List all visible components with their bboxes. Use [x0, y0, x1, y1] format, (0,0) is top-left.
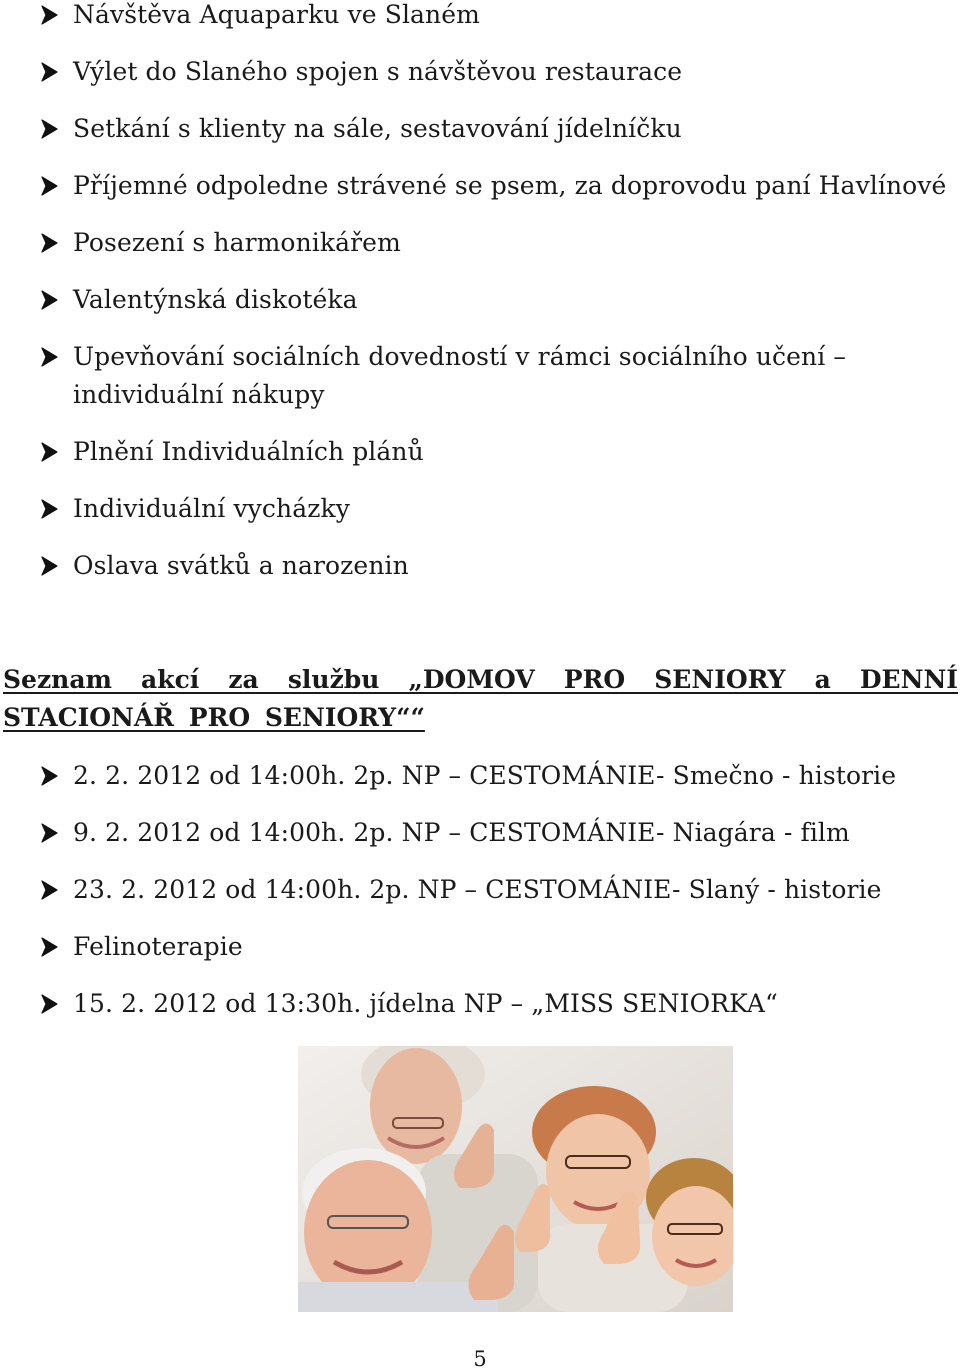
arrowhead-bullet-icon — [40, 490, 60, 528]
list-item: Individuální vycházky — [0, 490, 950, 528]
list-item: Plnění Individuálních plánů — [0, 433, 950, 471]
arrowhead-bullet-icon — [40, 53, 60, 91]
list-item: Valentýnská diskotéka — [0, 281, 950, 319]
event-item: 9. 2. 2012 od 14:00h. 2p. NP – CESTOMÁNIE- Niagára - film — [0, 814, 950, 852]
arrowhead-bullet-icon — [40, 814, 60, 852]
list-item: Výlet do Slaného spojen s návštěvou restaurace — [0, 53, 950, 91]
arrowhead-bullet-icon — [40, 281, 60, 319]
seniors-thumbs-up-photo — [298, 1046, 733, 1312]
arrowhead-bullet-icon — [40, 757, 60, 795]
activities-list — [0, 0, 950, 604]
arrowhead-bullet-icon — [40, 0, 60, 34]
arrowhead-bullet-icon — [40, 547, 60, 585]
event-item: Felinoterapie — [0, 928, 950, 966]
list-item: Příjemné odpoledne strávené se psem, za doprovodu paní Havlínové — [0, 167, 950, 205]
page-number: 5 — [473, 1347, 487, 1371]
events-list — [0, 757, 950, 1042]
event-item: 15. 2. 2012 od 13:30h. jídelna NP – „MISS SENIORKA“ — [0, 985, 950, 1023]
list-item: Oslava svátků a narozenin — [0, 547, 950, 585]
arrowhead-bullet-icon — [40, 110, 60, 148]
arrowhead-bullet-icon — [40, 338, 60, 376]
arrowhead-bullet-icon — [40, 167, 60, 205]
arrowhead-bullet-icon — [40, 224, 60, 262]
arrowhead-bullet-icon — [40, 433, 60, 471]
list-item: Návštěva Aquaparku ve Slaném — [0, 0, 950, 34]
list-item: Setkání s klienty na sále, sestavování jídelníčku — [0, 110, 950, 148]
arrowhead-bullet-icon — [40, 871, 60, 909]
arrowhead-bullet-icon — [40, 928, 60, 966]
event-item: 2. 2. 2012 od 14:00h. 2p. NP – CESTOMÁNIE- Smečno - historie — [0, 757, 950, 795]
list-item: Upevňování sociálních dovedností v rámci sociálního učení – individuální nákupy — [0, 338, 943, 414]
event-item: 23. 2. 2012 od 14:00h. 2p. NP – CESTOMÁNIE- Slaný - historie — [0, 871, 950, 909]
list-item: Posezení s harmonikářem — [0, 224, 950, 262]
section-heading: Seznam akcí za službu „DOMOV PRO SENIORY a DENNÍ STACIONÁŘ PRO SENIORY““ — [3, 665, 958, 732]
arrowhead-bullet-icon — [40, 985, 60, 1023]
